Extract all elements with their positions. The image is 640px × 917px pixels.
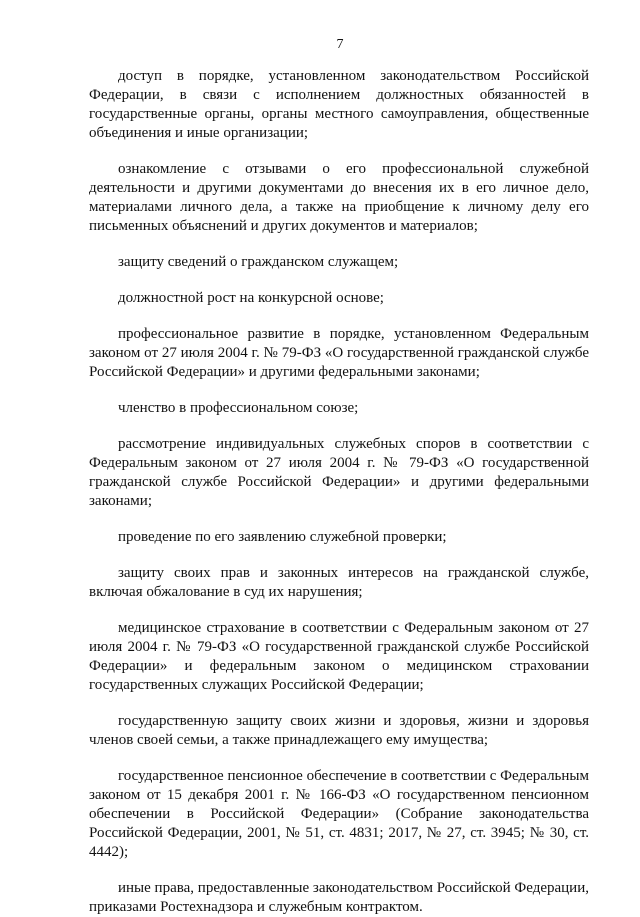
document-body <box>89 67 589 917</box>
paragraph-state-protection: государственную защиту своих жизни и здоровья, жизни и здоровья членов своей семьи, а также принадлежащего ему имущества; <box>89 713 589 748</box>
paragraph-professional-development: профессиональное развитие в порядке, установленном Федеральным законом от 27 июля 2004 г. № 79-ФЗ «О государственной гражданской службе Российской Федерации» и другими федеральными законами; <box>89 326 589 380</box>
paragraph-rights-protection: защиту своих прав и законных интересов на гражданской службе, включая обжалование в суд их нарушения; <box>89 565 589 600</box>
paragraph-other-rights: иные права, предоставленные законодательством Российской Федерации, приказами Ростехнадзора и служебным контрактом. <box>89 880 589 915</box>
paragraph-medical-insurance: медицинское страхование в соответствии с Федеральным законом от 27 июля 2004 г. № 79-ФЗ «О государственной гражданской службе Российской Федерации» и федеральным законом о медицинском страховании государственных служащих Российской Федерации; <box>89 620 589 693</box>
paragraph-union-membership: членство в профессиональном союзе; <box>118 400 359 416</box>
paragraph-data-protection: защиту сведений о гражданском служащем; <box>118 254 399 270</box>
paragraph-access-organizations: доступ в порядке, установленном законодательством Российской Федерации, в связи с исполнением должностных обязанностей в государственные органы, органы местного самоуправления, общественные объединения и иные организации; <box>89 68 589 141</box>
paragraph-service-inspection: проведение по его заявлению служебной проверки; <box>118 529 447 545</box>
paragraph-career-growth: должностной рост на конкурсной основе; <box>118 290 384 306</box>
paragraph-pension: государственное пенсионное обеспечение в соответствии с Федеральным законом от 15 декабря 2001 г. № 166-ФЗ «О государственном пенсионном обеспечении в Российской Федерации» (Собрание законодательства Российской Федерации, 2001, № 51, ст. 4831; 2017, № 27, ст. 3945; № 30, ст. 4442); <box>89 768 589 860</box>
paragraph-service-disputes: рассмотрение индивидуальных служебных споров в соответствии с Федеральным законом от 27 июля 2004 г. № 79-ФЗ «О государственной гражданской службе Российской Федерации» и другими федеральными законами; <box>89 436 589 509</box>
paragraph-review-personal-file: ознакомление с отзывами о его профессиональной служебной деятельности и другими документами до внесения их в его личное дело, материалами личного дела, а также на приобщение к личному делу его письменных объяснений и других документов и материалов; <box>89 161 589 234</box>
page-number: 7 <box>336 37 344 52</box>
